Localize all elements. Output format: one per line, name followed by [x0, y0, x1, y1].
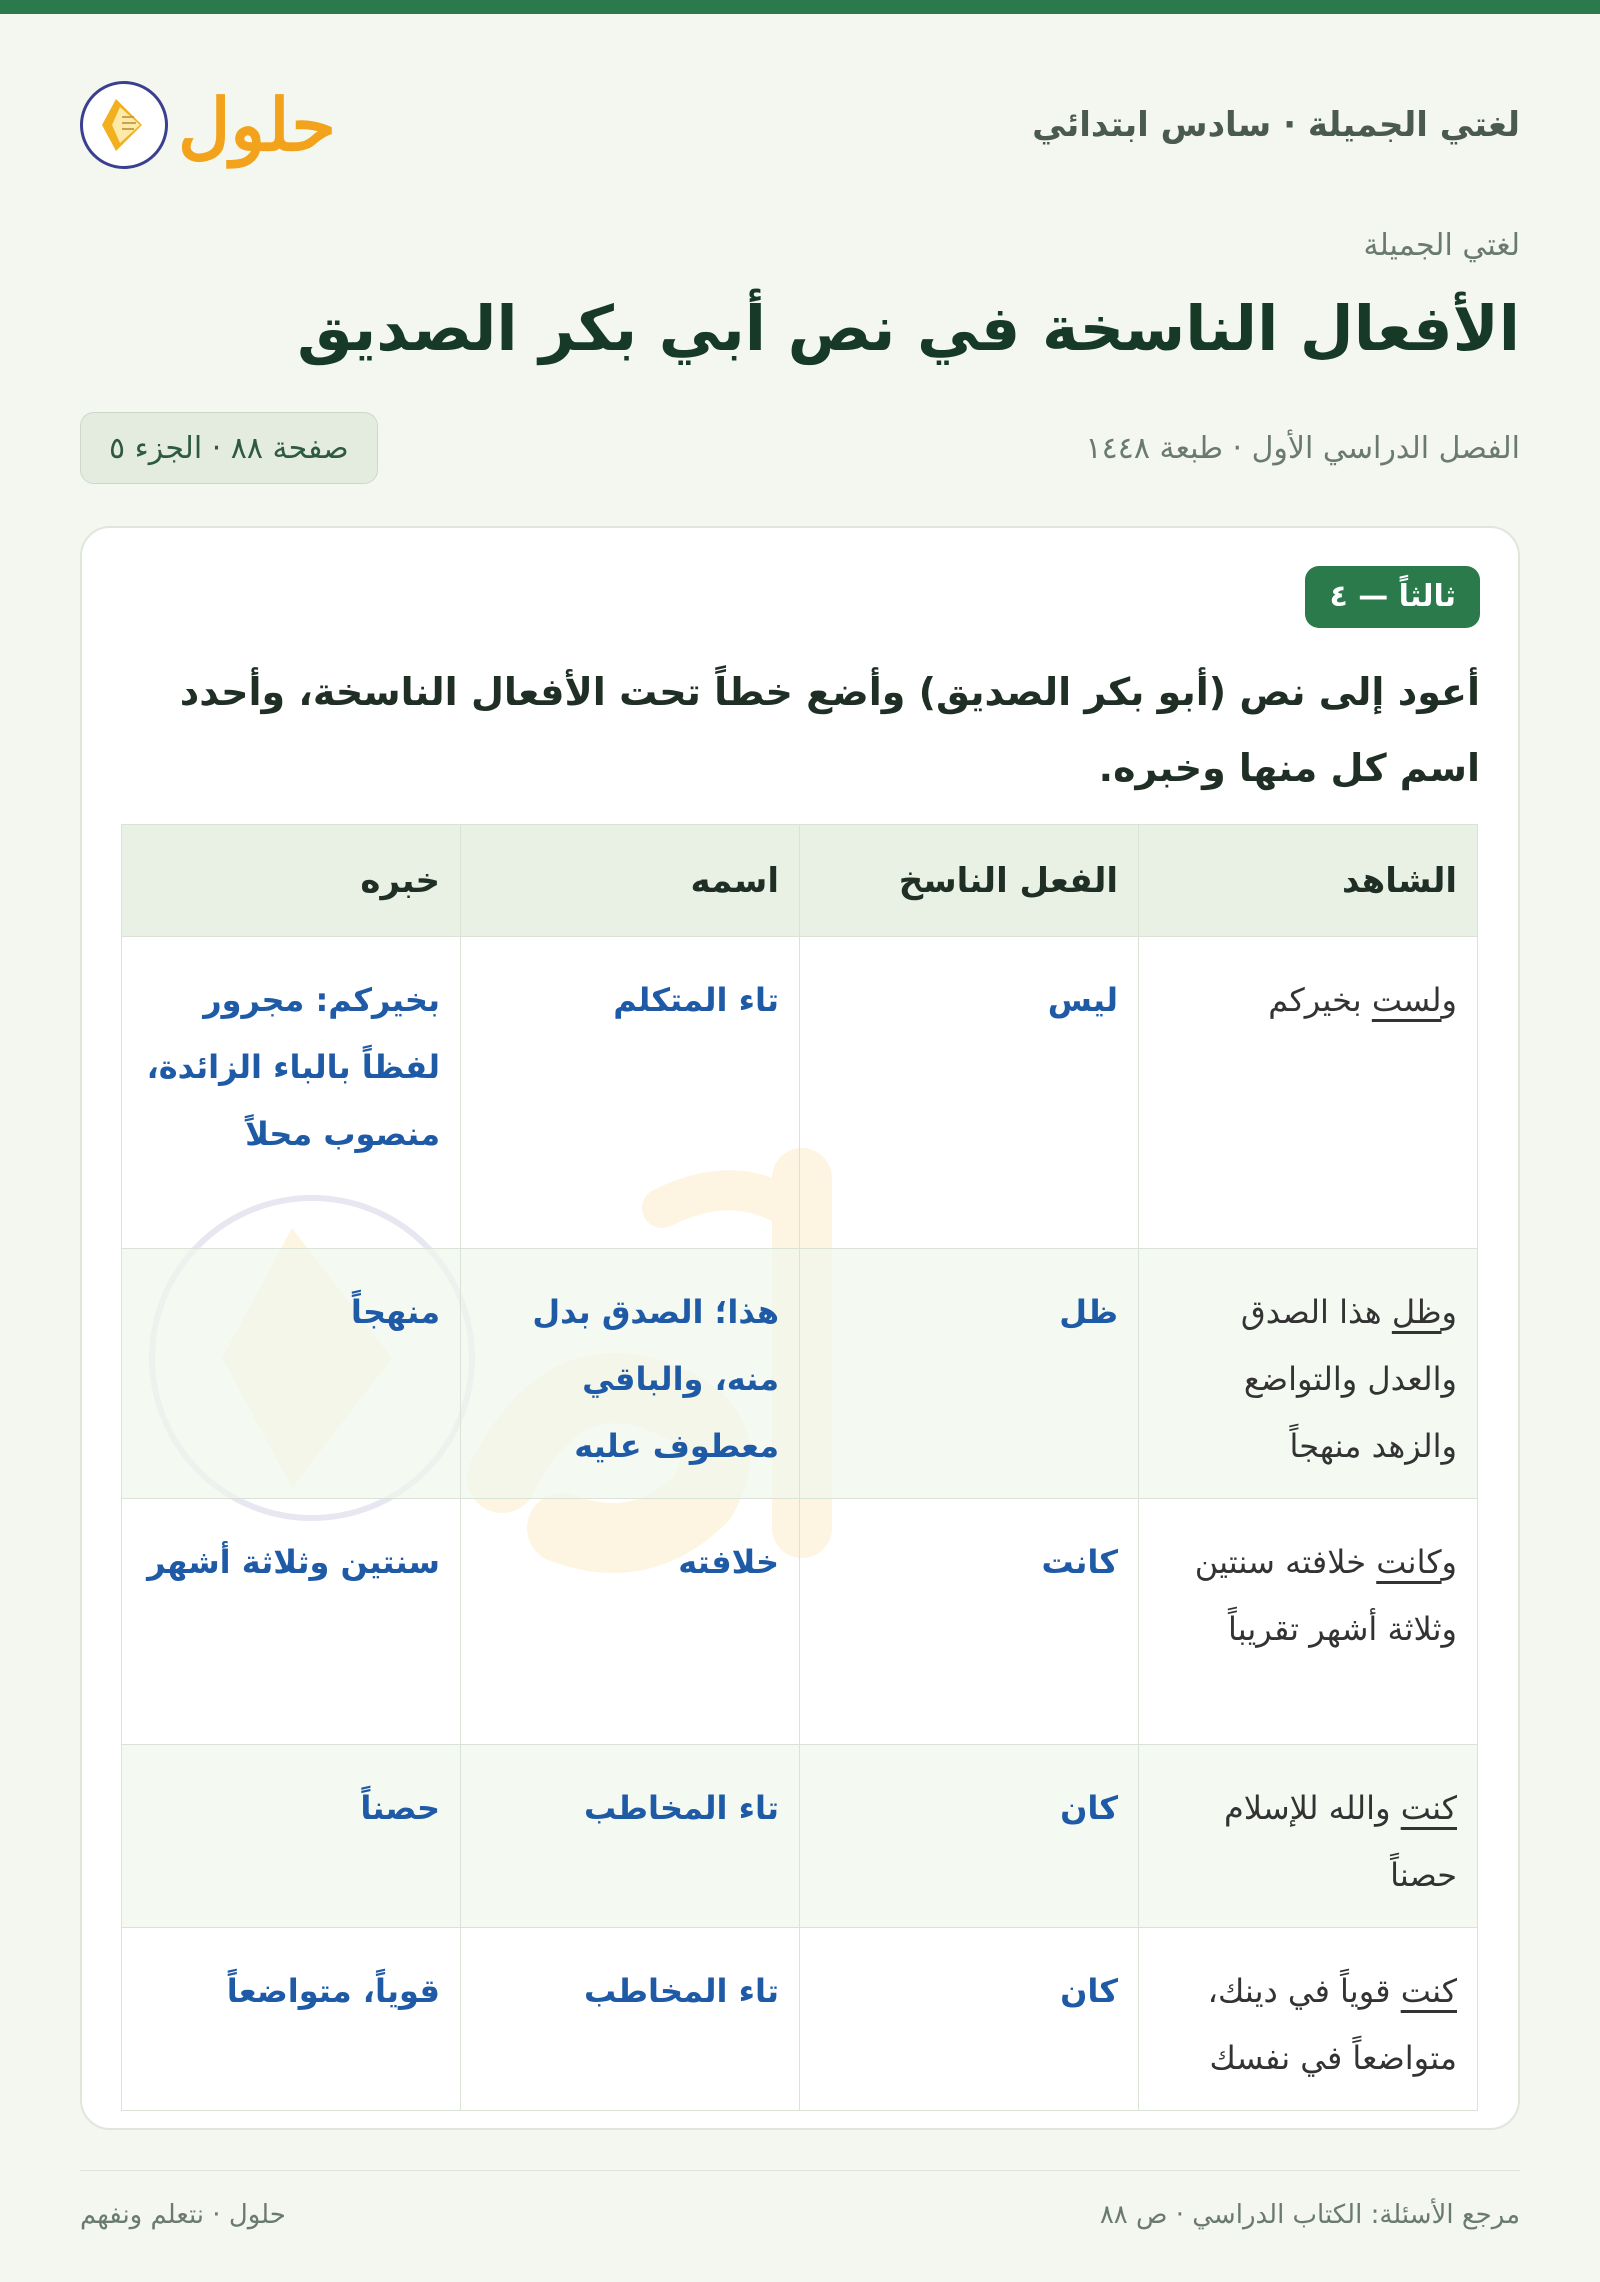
meta-row — [80, 412, 1520, 484]
witness-rest: هذا الصدق والعدل والتواضع والزهد منهجاً — [1240, 1293, 1457, 1465]
page-title: الأفعال الناسخة في نص أبي بكر الصديق — [297, 292, 1520, 365]
table-row — [122, 1499, 1478, 1745]
predicate-cell: قوياً، متواضعاً — [122, 1928, 461, 2111]
footer-reference: مرجع الأسئلة: الكتاب الدراسي · ص ٨٨ — [1099, 2200, 1520, 2230]
subject-cell: تاء المخاطب — [461, 1928, 800, 2111]
witness-cell — [1139, 1249, 1478, 1499]
page-footer — [80, 2200, 1520, 2230]
question-number-tag: ثالثاً — ٤ — [1305, 566, 1480, 628]
witness-prefix: و — [1441, 1543, 1457, 1581]
subject-cell: هذا؛ الصدق بدل منه، والباقي معطوف عليه — [461, 1249, 800, 1499]
witness-cell — [1139, 1928, 1478, 2111]
verb-cell: ظل — [800, 1249, 1139, 1499]
witness-prefix: و — [1441, 1293, 1457, 1331]
col-header-witness: الشاهد — [1139, 825, 1478, 937]
table-header-row — [122, 825, 1478, 937]
table-row — [122, 1928, 1478, 2111]
footer-brand[interactable]: حلول · نتعلم ونفهم — [80, 2200, 286, 2230]
term-info: الفصل الدراسي الأول · طبعة ١٤٤٨ — [1085, 430, 1520, 466]
verb-cell: كانت — [800, 1499, 1139, 1745]
answer-table — [121, 824, 1478, 2111]
subject-cell: تاء المتكلم — [461, 937, 800, 1249]
underlined-verb: لست — [1371, 981, 1442, 1019]
witness-rest: قوياً في دينك، متواضعاً في نفسك — [1207, 1972, 1457, 2077]
col-header-verb: الفعل الناسخ — [800, 825, 1139, 937]
witness-rest: والله للإسلام حصناً — [1223, 1789, 1457, 1894]
page-header — [80, 62, 1520, 188]
table-row — [122, 1745, 1478, 1928]
predicate-cell: بخيركم: مجرور لفظاً بالباء الزائدة، منصوب محلاً — [122, 937, 461, 1249]
underlined-verb: كنت — [1400, 1972, 1457, 2010]
footer-divider — [80, 2170, 1520, 2171]
logo-wordmark: حلول — [178, 82, 336, 167]
predicate-cell: سنتين وثلاثة أشهر — [122, 1499, 461, 1745]
subject-label: لغتي الجميلة — [1363, 228, 1520, 263]
witness-cell — [1139, 1745, 1478, 1928]
witness-rest: بخيركم — [1268, 981, 1372, 1019]
brand-logo[interactable] — [80, 81, 336, 169]
witness-prefix: و — [1441, 981, 1457, 1019]
predicate-cell: حصناً — [122, 1745, 461, 1928]
underlined-verb: كانت — [1376, 1543, 1442, 1581]
col-header-subject: اسمه — [461, 825, 800, 937]
subject-cell: تاء المخاطب — [461, 1745, 800, 1928]
underlined-verb: ظل — [1391, 1293, 1442, 1331]
book-icon — [80, 81, 168, 169]
witness-cell — [1139, 1499, 1478, 1745]
top-accent-bar — [0, 0, 1600, 14]
table-row — [122, 1249, 1478, 1499]
predicate-cell: منهجاً — [122, 1249, 461, 1499]
question-card — [80, 526, 1520, 2130]
verb-cell: كان — [800, 1745, 1139, 1928]
header-title: لغتي الجميلة · سادس ابتدائي — [1032, 105, 1520, 145]
witness-cell — [1139, 937, 1478, 1249]
verb-cell: ليس — [800, 937, 1139, 1249]
witness-rest: خلافته سنتين وثلاثة أشهر تقريباً — [1194, 1543, 1457, 1648]
verb-cell: كان — [800, 1928, 1139, 2111]
page-badge: صفحة ٨٨ · الجزء ٥ — [80, 412, 378, 484]
underlined-verb: كنت — [1400, 1789, 1457, 1827]
subject-cell: خلافته — [461, 1499, 800, 1745]
col-header-predicate: خبره — [122, 825, 461, 937]
table-row — [122, 937, 1478, 1249]
question-text: أعود إلى نص (أبو بكر الصديق) وأضع خطاً تحت الأفعال الناسخة، وأحدد اسم كل منها وخبره. — [179, 670, 1480, 790]
